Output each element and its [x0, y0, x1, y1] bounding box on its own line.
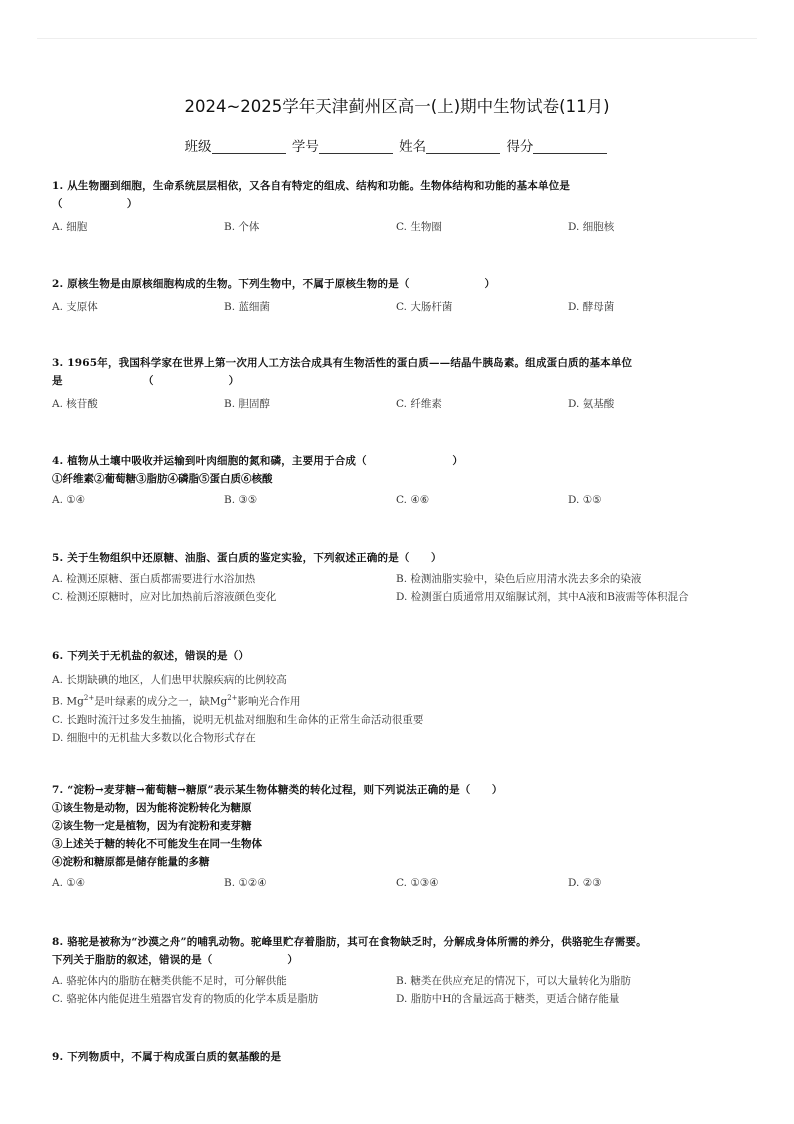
student-info-line	[0, 135, 794, 155]
option-b[interactable]: B. 检测油脂实验中，染色后应用清水洗去多余的染液	[396, 573, 642, 585]
option-b[interactable]: B. 胆固醇	[224, 398, 270, 410]
option-d[interactable]: D. 检测蛋白质通常用双缩脲试剂，其中A液和B液需等体积混合	[396, 591, 689, 603]
answer-paren: （ ）	[52, 198, 138, 210]
option-d[interactable]: D. ②③	[568, 877, 602, 889]
score-blank	[533, 139, 607, 154]
option-c[interactable]: C. 生物圈	[396, 221, 442, 233]
option-c[interactable]: C. 纤维素	[396, 398, 442, 410]
option-c[interactable]: C. ①③④	[396, 877, 439, 889]
name-label: 姓名	[399, 139, 427, 155]
options	[52, 299, 742, 319]
page-title: 2024~2025学年天津蓟州区高一(上)期中生物试卷(11月)	[184, 97, 610, 116]
id-label: 学号	[291, 139, 319, 155]
statement-2: ②该生物一定是植物，因为有淀粉和麦芽糖	[52, 820, 252, 832]
question-2	[52, 275, 742, 319]
option-b-text: 是叶绿素的成分之一，缺Mg	[94, 695, 228, 708]
question-stem: 7. “淀粉→麦芽糖→葡萄糖→糖原”表示某生物体糖类的转化过程，则下列说法正确的是（ ）	[52, 784, 503, 796]
question-3	[52, 354, 742, 416]
question-stem: 9. 下列物质中，不属于构成蛋白质的氨基酸的是	[52, 1051, 282, 1063]
statement-4: ④淀粉和糖原都是储存能量的多糖	[52, 856, 210, 868]
question-stem: 8. 骆驼是被称为“沙漠之舟”的哺乳动物。驼峰里贮存着脂肪，其可在食物缺乏时，分解成身体所需的养分，供骆驼生存需要。	[52, 936, 647, 948]
question-stem: 2. 原核生物是由原核细胞构成的生物。下列生物中，不属于原核生物的是（ ）	[52, 278, 496, 290]
choice-list: ①纤维素②葡萄糖③脂肪④磷脂⑤蛋白质⑥核酸	[52, 473, 273, 485]
question-5	[52, 549, 742, 607]
question-7	[52, 781, 742, 897]
question-stem: 3. 1965年，我国科学家在世界上第一次用人工方法合成具有生物活性的蛋白质——结晶牛胰岛素。组成蛋白质的基本单位	[52, 357, 633, 369]
option-b-sup: 2+	[227, 694, 238, 702]
option-a[interactable]: A. 长期缺碘的地区，人们患甲状腺疾病的比例较高	[52, 674, 287, 686]
option-b[interactable]: B. 蓝细菌	[224, 301, 270, 313]
option-b-sup: 2+	[83, 694, 95, 702]
option-a[interactable]: A. 核苷酸	[52, 398, 98, 410]
question-9	[52, 1048, 742, 1066]
option-a[interactable]: A. 骆驼体内的脂肪在糖类供能不足时，可分解供能	[52, 975, 287, 987]
option-b-text: B. Mg	[52, 695, 84, 708]
question-stem: 5. 关于生物组织中还原糖、油脂、蛋白质的鉴定实验，下列叙述正确的是（ ）	[52, 552, 442, 564]
option-b[interactable]: B. 糖类在供应充足的情况下，可以大量转化为脂肪	[396, 975, 631, 987]
question-stem: 4. 植物从土壤中吸收并运输到叶肉细胞的氮和磷，主要用于合成（ ）	[52, 455, 464, 467]
options	[52, 494, 742, 514]
option-c[interactable]: C. ④⑥	[396, 494, 430, 506]
class-blank	[212, 139, 286, 154]
option-b[interactable]	[52, 689, 742, 711]
option-d[interactable]: D. 脂肪中H的含量远高于糖类，更适合储存能量	[396, 993, 620, 1005]
options	[52, 571, 742, 607]
options	[52, 877, 742, 897]
question-8	[52, 933, 742, 1009]
question-6	[52, 647, 742, 747]
option-c[interactable]: C. 长跑时流汗过多发生抽搐，说明无机盐对细胞和生命体的正常生命活动很重要	[52, 713, 424, 726]
option-a[interactable]: A. 支原体	[52, 301, 98, 313]
question-stem: 6. 下列关于无机盐的叙述，错误的是（）	[52, 650, 250, 662]
option-d[interactable]: D. 细胞核	[568, 221, 615, 233]
class-label: 班级	[184, 139, 212, 155]
header-divider	[37, 38, 757, 39]
id-blank	[319, 139, 393, 154]
option-b[interactable]: B. ①②④	[224, 877, 267, 889]
option-c[interactable]: C. 骆驼体内能促进生殖器官发育的物质的化学本质是脂肪	[52, 993, 319, 1005]
option-a[interactable]: A. ①④	[52, 494, 86, 506]
question-4	[52, 452, 742, 514]
option-d[interactable]: D. 酵母菌	[568, 301, 615, 313]
statement-1: ①该生物是动物，因为能将淀粉转化为糖原	[52, 802, 252, 814]
question-stem: 1. 从生物圈到细胞，生命系统层层相依，又各自有特定的组成、结构和功能。生物体结构和功能的基本单位是	[52, 180, 571, 192]
question-stem-cont: 是 （ ）	[52, 375, 240, 387]
option-b[interactable]: B. 个体	[224, 221, 260, 233]
option-c[interactable]: C. 检测还原糖时，应对比加热前后溶液颜色变化	[52, 591, 277, 603]
options	[52, 219, 742, 239]
options	[52, 396, 742, 416]
option-a[interactable]: A. 细胞	[52, 221, 88, 233]
score-label: 得分	[506, 139, 534, 155]
option-a[interactable]: A. ①④	[52, 877, 86, 889]
option-c[interactable]: C. 大肠杆菌	[396, 301, 453, 313]
option-b[interactable]: B. ③⑤	[224, 494, 258, 506]
question-stem-cont: 下列关于脂肪的叙述，错误的是（ ）	[52, 954, 299, 966]
option-a[interactable]: A. 检测还原糖、蛋白质都需要进行水浴加热	[52, 573, 256, 585]
option-d[interactable]: D. 氨基酸	[568, 398, 615, 410]
options	[52, 973, 742, 1009]
options	[52, 671, 742, 747]
option-b-text: 影响光合作用	[237, 695, 301, 708]
statement-3: ③上述关于糖的转化不可能发生在同一生物体	[52, 838, 262, 850]
question-1	[52, 177, 742, 239]
name-blank	[426, 139, 500, 154]
option-d[interactable]: D. ①⑤	[568, 494, 602, 506]
option-d[interactable]: D. 细胞中的无机盐大多数以化合物形式存在	[52, 731, 256, 744]
